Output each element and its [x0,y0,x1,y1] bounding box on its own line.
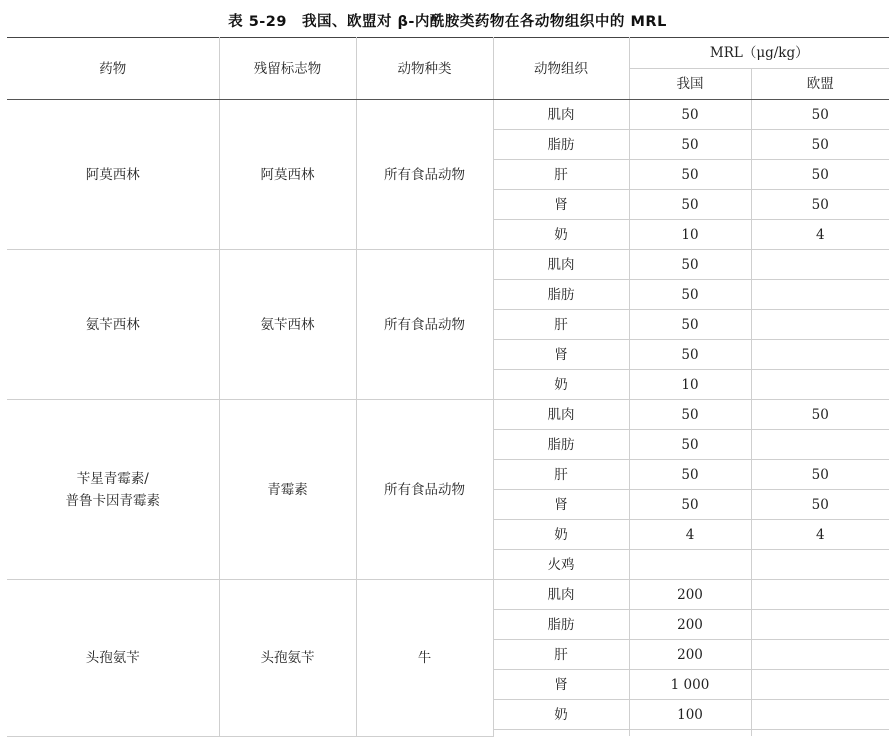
china-mrl-cell: 50 [629,490,751,520]
china-mrl-cell: 10 [629,370,751,400]
drug-name-line: 普鲁卡因青霉素 [65,492,160,509]
china-mrl-cell: 200 [629,580,751,610]
species-cell: 牛 [356,580,493,737]
china-mrl-cell: 50 [629,280,751,310]
eu-mrl-cell [751,550,889,580]
header-china: 我国 [629,69,751,100]
table-row [7,400,889,430]
china-mrl-cell: 4 [629,520,751,550]
tissue-cell: 脂肪 [493,430,629,460]
eu-mrl-cell [751,340,889,370]
tissue-cell [493,730,629,737]
eu-mrl-cell: 50 [751,400,889,430]
tissue-cell: 脂肪 [493,280,629,310]
species-cell: 所有食品动物 [356,400,493,580]
marker-cell: 阿莫西林 [219,100,356,250]
species-cell: 所有食品动物 [356,250,493,400]
marker-cell: 头孢氨苄 [219,580,356,737]
china-mrl-cell: 50 [629,250,751,280]
china-mrl-cell: 50 [629,100,751,130]
tissue-cell: 火鸡 [493,550,629,580]
china-mrl-cell: 200 [629,640,751,670]
tissue-cell: 奶 [493,220,629,250]
tissue-cell: 肝 [493,460,629,490]
china-mrl-cell: 10 [629,220,751,250]
china-mrl-cell [629,730,751,737]
eu-mrl-cell [751,310,889,340]
china-mrl-cell: 100 [629,700,751,730]
table-row [7,580,889,610]
china-mrl-cell: 50 [629,160,751,190]
tissue-cell: 奶 [493,370,629,400]
tissue-cell: 肾 [493,340,629,370]
eu-mrl-cell [751,640,889,670]
table-caption: 表 5-29 我国、欧盟对 β-内酰胺类药物在各动物组织中的 MRL [228,14,667,30]
tissue-cell: 肾 [493,490,629,520]
eu-mrl-cell: 50 [751,190,889,220]
china-mrl-cell: 50 [629,130,751,160]
drug-cell: 氨苄西林 [7,250,219,400]
tissue-cell: 肾 [493,670,629,700]
eu-mrl-cell [751,370,889,400]
tissue-cell: 肝 [493,310,629,340]
tissue-cell: 脂肪 [493,130,629,160]
marker-cell: 青霉素 [219,400,356,580]
eu-mrl-cell [751,580,889,610]
eu-mrl-cell [751,610,889,640]
eu-mrl-cell [751,670,889,700]
tissue-cell: 奶 [493,700,629,730]
china-mrl-cell: 50 [629,400,751,430]
table-row [7,250,889,280]
china-mrl-cell: 50 [629,190,751,220]
china-mrl-cell: 200 [629,610,751,640]
header-species: 动物种类 [356,38,493,100]
china-mrl-cell: 50 [629,430,751,460]
eu-mrl-cell [751,730,889,737]
tissue-cell: 肌肉 [493,580,629,610]
drug-cell [7,400,219,580]
tissue-cell: 肌肉 [493,100,629,130]
eu-mrl-cell: 50 [751,160,889,190]
header-drug: 药物 [7,38,219,100]
china-mrl-cell: 50 [629,310,751,340]
china-mrl-cell [629,550,751,580]
eu-mrl-cell: 50 [751,460,889,490]
drug-cell: 头孢氨苄 [7,580,219,737]
eu-mrl-cell [751,700,889,730]
tissue-cell: 肌肉 [493,400,629,430]
tissue-cell: 脂肪 [493,610,629,640]
china-mrl-cell: 50 [629,460,751,490]
header-marker: 残留标志物 [219,38,356,100]
eu-mrl-cell [751,250,889,280]
eu-mrl-cell: 4 [751,520,889,550]
china-mrl-cell: 50 [629,340,751,370]
drug-cell: 阿莫西林 [7,100,219,250]
tissue-cell: 肌肉 [493,250,629,280]
header-mrl: MRL（μg/kg） [629,38,889,69]
tissue-cell: 肾 [493,190,629,220]
marker-cell: 氨苄西林 [219,250,356,400]
eu-mrl-cell: 50 [751,130,889,160]
eu-mrl-cell [751,430,889,460]
header-eu: 欧盟 [751,69,889,100]
header-tissue: 动物组织 [493,38,629,100]
eu-mrl-cell: 50 [751,490,889,520]
tissue-cell: 肝 [493,160,629,190]
table-row [7,100,889,130]
drug-name-line: 苄星青霉素/ [76,470,149,487]
tissue-cell: 肝 [493,640,629,670]
mrl-table [7,37,889,737]
eu-mrl-cell: 50 [751,100,889,130]
eu-mrl-cell: 4 [751,220,889,250]
tissue-cell: 奶 [493,520,629,550]
eu-mrl-cell [751,280,889,310]
species-cell: 所有食品动物 [356,100,493,250]
china-mrl-cell: 1 000 [629,670,751,700]
